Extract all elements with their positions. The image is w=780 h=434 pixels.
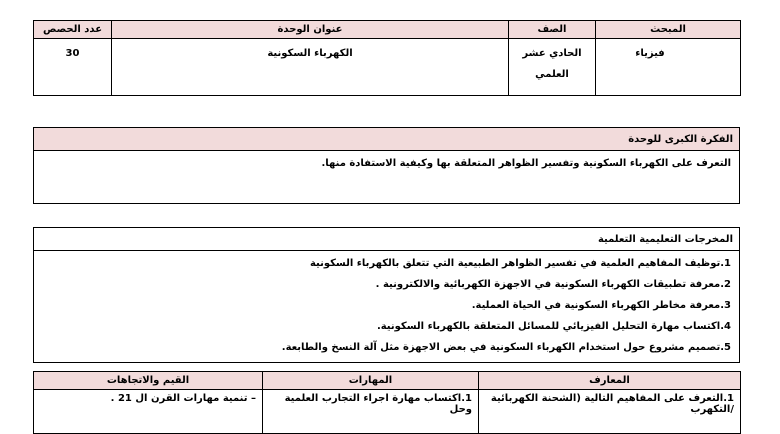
knowledge-header: المعارف [479,372,741,390]
unit-info-table [33,20,741,96]
learning-outcome-item: 5.تصميم مشروع حول استخدام الكهرباء السكونية في بعض الاجهزة مثل آلة النسخ والطابعة. [281,342,731,353]
skills-cell: 1.اكتساب مهارة اجراء التجارب العلمية وحل [263,390,479,434]
learning-outcomes-box [33,227,740,363]
big-idea-box [33,127,740,204]
ksv-header-row [34,372,741,390]
grade-line-1: الحادي عشر [522,48,582,59]
grade-value [509,39,596,96]
unit-title-header: عنوان الوحدة [112,21,509,39]
learning-outcome-item: 2.معرفة تطبيقات الكهرباء السكونية في الاجهزة الكهربائية والالكترونية . [375,279,731,290]
learning-outcome-item: 1.توظيف المفاهيم العلمية في تفسير الظواهر الطبيعية التي تتعلق بالكهرباء السكونية [309,258,731,269]
grade-line-2: العلمي [535,69,569,80]
unit-info-header-row [34,21,741,39]
learning-outcomes-body [34,251,740,363]
values-cell: – تنمية مهارات القرن ال 21 . [34,390,263,434]
ksv-first-row [34,390,741,434]
skills-header: المهارات [263,372,479,390]
learning-outcome-item: 4.اكتساب مهارة التحليل الفيزيائي للمسائل المتعلقة بالكهرباء السكونية. [376,321,731,332]
subject-header: المبحث [596,21,741,39]
big-idea-title: الفكرة الكبرى للوحدة [34,128,740,151]
learning-outcomes-list [42,253,731,358]
unit-title-value: الكهرباء السكونية [112,39,509,96]
unit-info-value-row [34,39,741,96]
knowledge-cell: 1.التعرف على المفاهيم التالية (الشحنة الكهربائية /التكهرب [479,390,741,434]
learning-outcome-item: 3.معرفة مخاطر الكهرباء السكونية في الحياة العملية. [471,300,731,311]
learning-outcomes-title: المخرجات التعليمية التعلمية [34,228,740,251]
big-idea-text: التعرف على الكهرباء السكونية وتفسير الظواهر المتعلقة بها وكيفية الاستفادة منها. [34,151,740,204]
knowledge-skills-values-table [33,371,741,434]
values-header: القيم والاتجاهات [34,372,263,390]
grade-header: الصف [509,21,596,39]
subject-value: فيزياء [596,39,741,96]
periods-header: عدد الحصص [34,21,112,39]
periods-value: 30 [34,39,112,96]
